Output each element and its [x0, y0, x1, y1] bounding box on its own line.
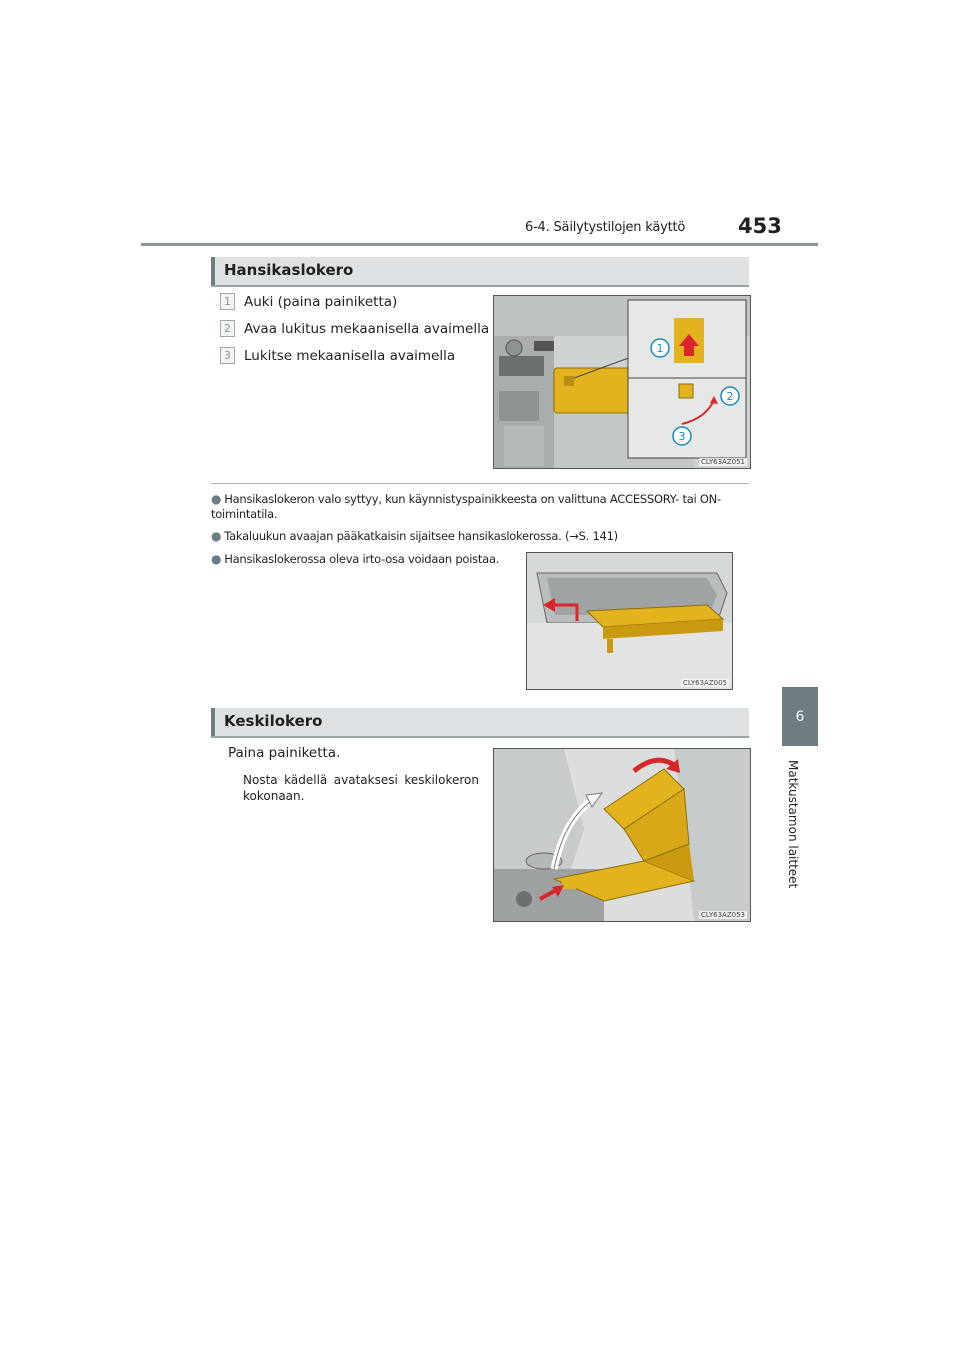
- figure-code: CLY63AZ005: [683, 679, 727, 687]
- section-heading-glovebox: [211, 257, 749, 287]
- note-text: Hansikaslokeron valo syttyy, kun käynnistyspainikkeesta on valittuna ACCESSORY- tai ON-toimintatila.: [211, 492, 721, 521]
- running-header-section: 6-4. Säilytystilojen käyttö: [525, 220, 686, 235]
- note-switch: [211, 529, 749, 544]
- console-box-drawing: [494, 749, 750, 921]
- section-title-console: Keskilokero: [224, 712, 323, 730]
- step-number: 1: [220, 293, 235, 310]
- console-instruction: Paina painiketta.: [228, 745, 341, 761]
- console-detail: Nosta kädellä avataksesi keskilokeron kokonaan.: [243, 773, 479, 803]
- removable-part-illustration: [526, 552, 733, 690]
- step-text: Lukitse mekaanisella avaimella: [244, 347, 456, 364]
- chapter-label: [786, 760, 806, 900]
- note-light: [211, 492, 749, 522]
- header-rule: [141, 243, 818, 246]
- glovebox-drawing: [494, 296, 750, 468]
- step-1: [220, 293, 397, 310]
- removable-part-drawing: [527, 553, 732, 689]
- glovebox-illustration: [493, 295, 751, 469]
- bullet-icon: ●: [211, 529, 222, 543]
- callout-3: 3: [678, 430, 686, 443]
- step-number: 3: [220, 347, 235, 364]
- step-number: 2: [220, 320, 235, 337]
- bullet-icon: ●: [211, 552, 222, 566]
- console-box-illustration: [493, 748, 751, 922]
- note-text: Hansikaslokerossa oleva irto-osa voidaan poistaa.: [224, 552, 500, 566]
- bullet-icon: ●: [211, 492, 222, 506]
- note-removable: [211, 552, 511, 567]
- callout-2: 2: [726, 390, 734, 403]
- chapter-label-text: Matkustamon laitteet: [786, 760, 800, 889]
- step-3: [220, 347, 455, 364]
- page-number: 453: [738, 214, 782, 238]
- callout-1: 1: [656, 342, 664, 355]
- step-text: Avaa lukitus mekaanisella avaimella: [244, 320, 490, 337]
- step-text: Auki (paina painiketta): [244, 293, 398, 310]
- figure-code: CLY63AZ053: [701, 911, 745, 919]
- section-title-glovebox: Hansikaslokero: [224, 261, 354, 279]
- section-divider: [211, 483, 749, 484]
- section-heading-console: [211, 708, 749, 738]
- note-text: Takaluukun avaajan pääkatkaisin sijaitsee hansikaslokerossa. (→S. 141): [224, 529, 618, 543]
- chapter-tab: 6: [782, 687, 818, 746]
- figure-code: CLY63AZ051: [701, 458, 745, 466]
- step-2: [220, 320, 489, 337]
